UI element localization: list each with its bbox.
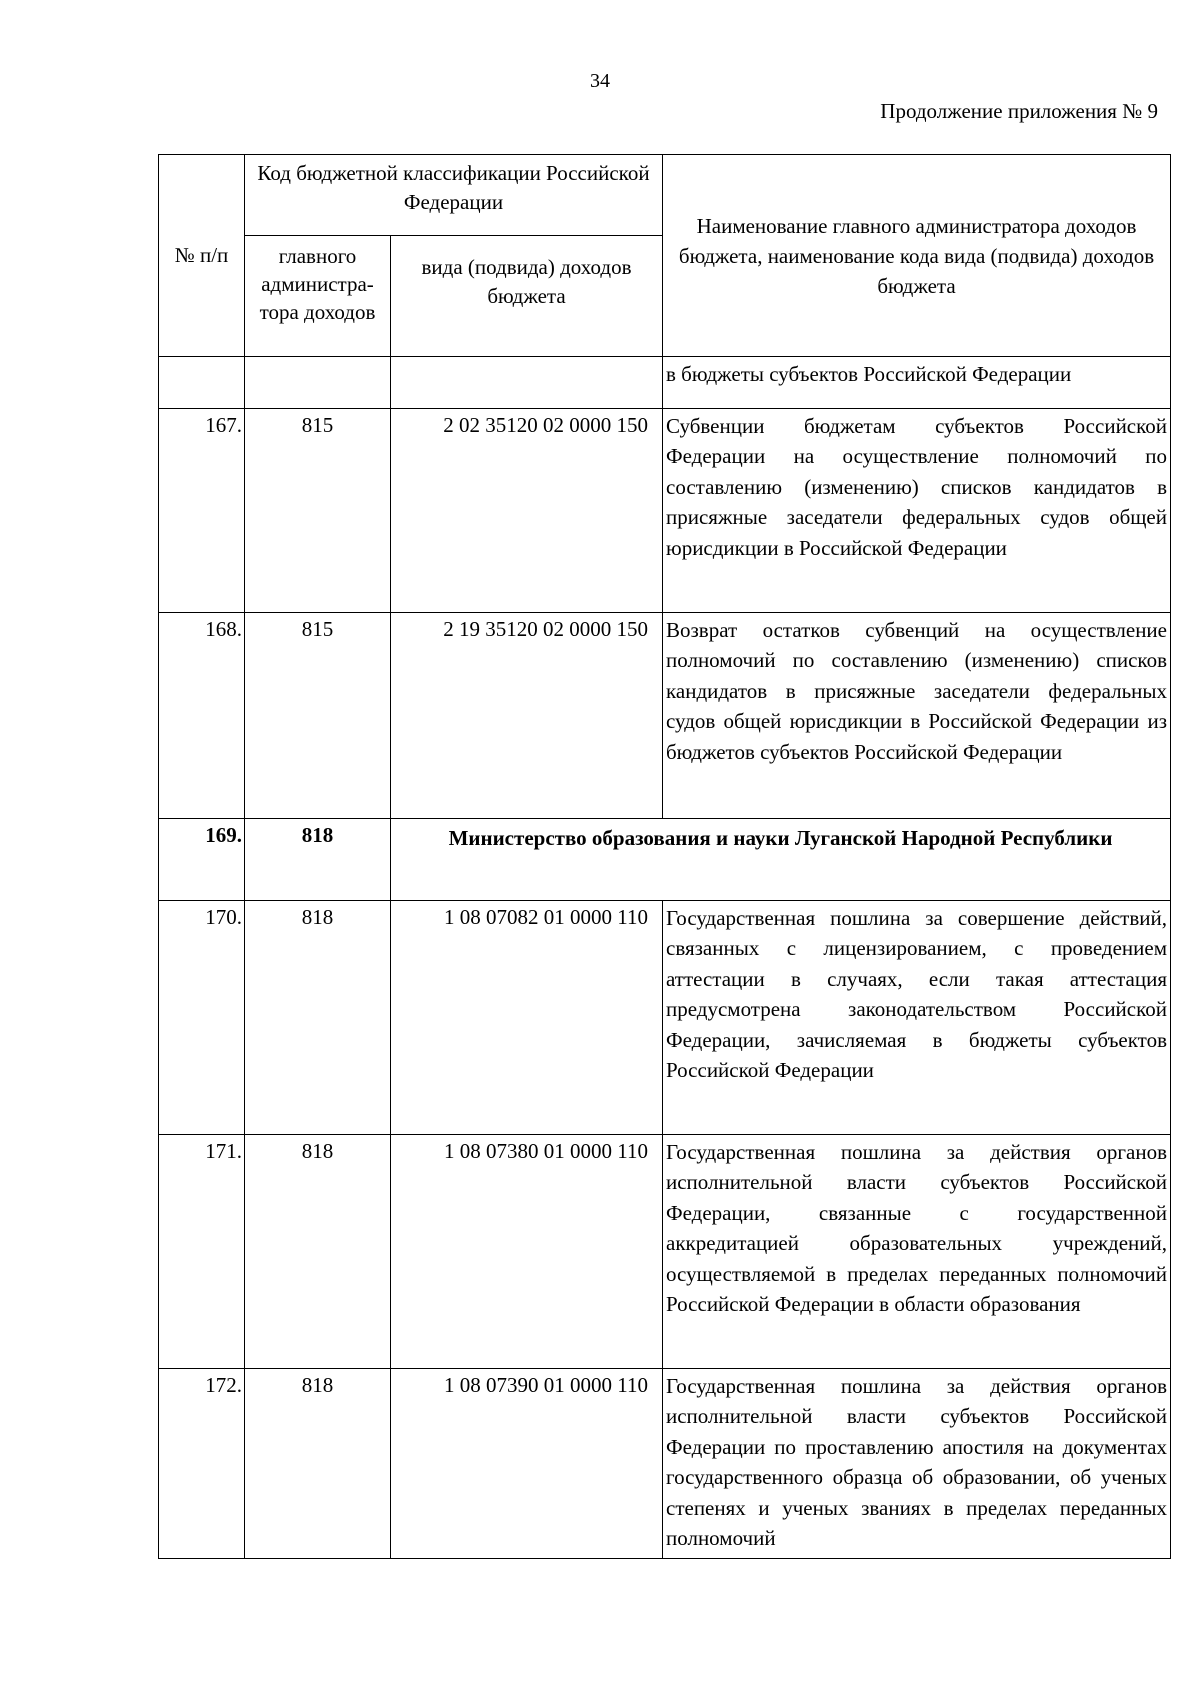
row-admin-code: 818 (245, 1369, 391, 1559)
row-admin-code (245, 357, 391, 409)
table-row (159, 1135, 1171, 1369)
row-admin-code: 815 (245, 409, 391, 613)
table-row (159, 409, 1171, 613)
budget-classification-table (158, 154, 1171, 1559)
row-admin-code: 818 (245, 819, 391, 901)
row-description: Государственная пошлина за совершение действий, связанных с лицензированием, с проведением аттестации в случаях, если такая аттестация предусмотрена законодательством Российской Федерации, зачисляемая в бюджеты субъектов Российской Федерации (663, 901, 1171, 1135)
row-description: Государственная пошлина за действия органов исполнительной власти субъектов Российской Федерации, связанные с государственной аккредитацией образовательных учреждений, осуществляемой в пределах переданных полномочий Российской Федерации в области образования (663, 1135, 1171, 1369)
table-header (159, 155, 1171, 357)
row-number: 172. (159, 1369, 245, 1559)
appendix-continuation-label: Продолжение приложения № 9 (880, 99, 1158, 123)
row-admin-code: 818 (245, 1135, 391, 1369)
row-income-code: 2 19 35120 02 0000 150 (391, 613, 663, 819)
row-admin-code: 815 (245, 613, 391, 819)
header-name: Наименование главного администратора доходов бюджета, наименование кода вида (подвида) доходов бюджета (663, 155, 1171, 357)
row-income-code: 1 08 07390 01 0000 110 (391, 1369, 663, 1559)
row-income-code: 2 02 35120 02 0000 150 (391, 409, 663, 613)
page-number: 34 (590, 70, 610, 92)
row-number: 167. (159, 409, 245, 613)
table-row (159, 613, 1171, 819)
row-number: 168. (159, 613, 245, 819)
header-admin-code: главного администра-тора доходов (245, 236, 391, 357)
ministry-row (159, 819, 1171, 901)
row-income-code: 1 08 07082 01 0000 110 (391, 901, 663, 1135)
row-number (159, 357, 245, 409)
row-description: Государственная пошлина за действия органов исполнительной власти субъектов Российской Федерации по проставлению апостиля на документах государственного образца об образовании, об ученых степенях и ученых званиях в пределах переданных полномочий (663, 1369, 1171, 1559)
row-number: 170. (159, 901, 245, 1135)
row-description: Возврат остатков субвенций на осуществление полномочий по составлению (изменению) списков кандидатов в присяжные заседатели федеральных судов общей юрисдикции в Российской Федерации из бюджетов субъектов Российской Федерации (663, 613, 1171, 819)
table-row (159, 901, 1171, 1135)
row-description: Субвенции бюджетам субъектов Российской Федерации на осуществление полномочий по составлению (изменению) списков кандидатов в присяжные заседатели федеральных судов общей юрисдикции в Российской Федерации (663, 409, 1171, 613)
table-row (159, 1369, 1171, 1559)
row-income-code: 1 08 07380 01 0000 110 (391, 1135, 663, 1369)
header-number: № п/п (159, 155, 245, 357)
row-number: 169. (159, 819, 245, 901)
ministry-name: Министерство образования и науки Луганской Народной Республики (391, 819, 1171, 901)
row-income-code (391, 357, 663, 409)
row-number: 171. (159, 1135, 245, 1369)
row-admin-code: 818 (245, 901, 391, 1135)
header-code-group: Код бюджетной классификации Российской Федерации (245, 155, 663, 236)
header-income-code: вида (подвида) доходов бюджета (391, 236, 663, 357)
table-row (159, 357, 1171, 409)
row-description: в бюджеты субъектов Российской Федерации (663, 357, 1171, 409)
